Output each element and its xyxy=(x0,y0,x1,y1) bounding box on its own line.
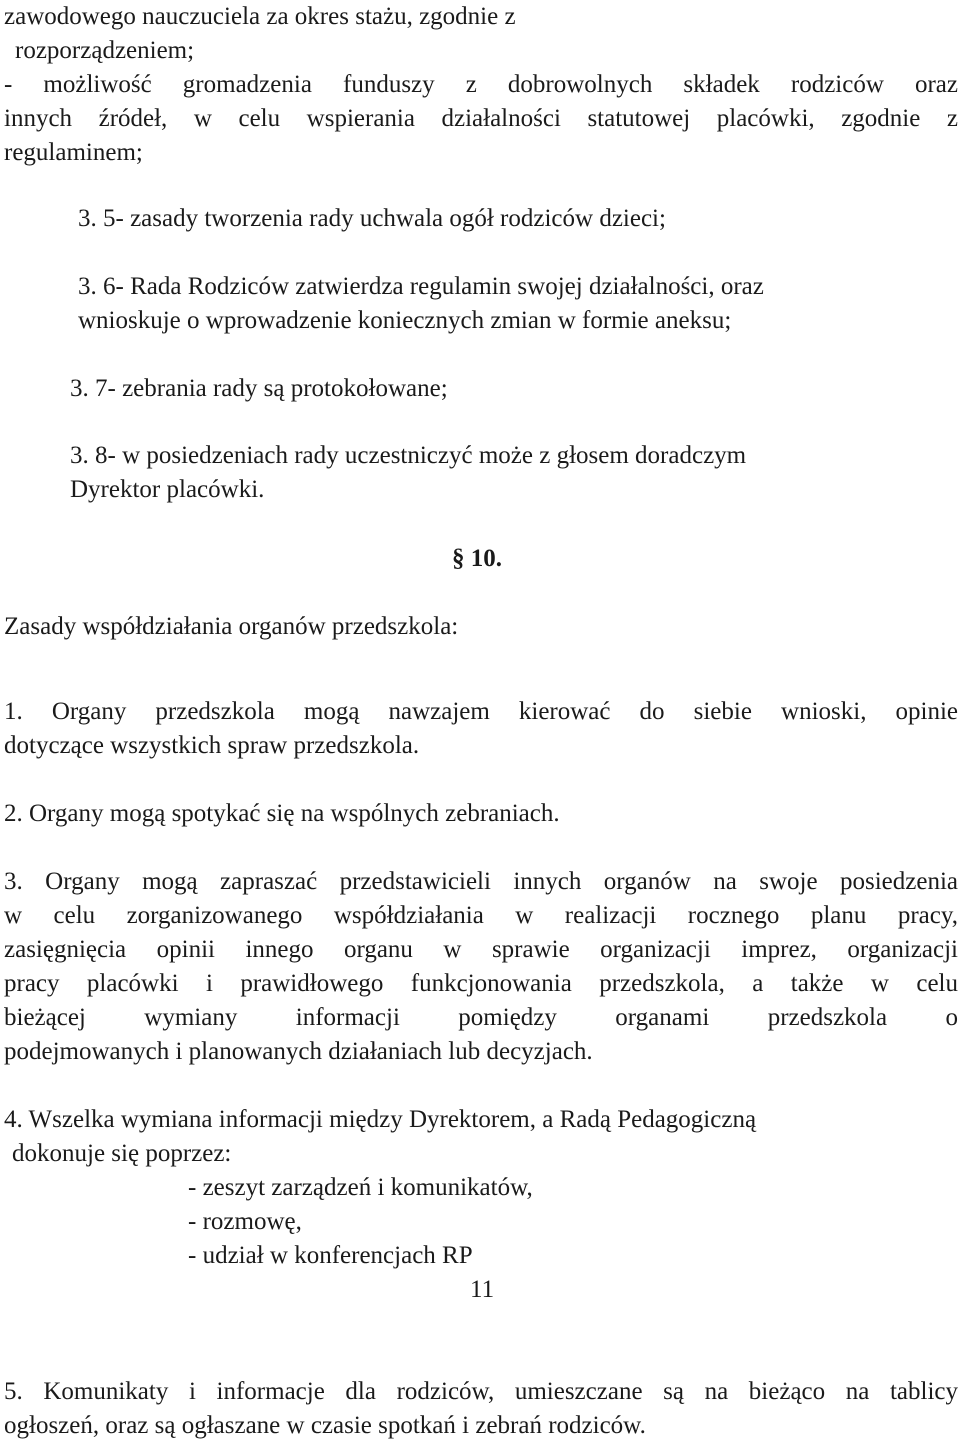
list-item: 3. 5- zasady tworzenia rady uchwala ogół rodziców dzieci; xyxy=(78,205,666,232)
section-heading: § 10. xyxy=(452,545,502,572)
text-line-justified: innych źródeł, w celu wspierania działalności statutowej placówki, zgodnie z xyxy=(4,105,958,132)
paragraph-line-justified: zasięgnięcia opinii innego organu w sprawie organizacji imprez, organizacji xyxy=(4,936,958,963)
paragraph-line-justified: 3. Organy mogą zapraszać przedstawicieli innych organów na swoje posiedzenia xyxy=(4,868,958,895)
text-line-justified: - możliwość gromadzenia funduszy z dobrowolnych składek rodziców oraz xyxy=(4,71,958,98)
list-item: 3. 7- zebrania rady są protokołowane; xyxy=(70,375,448,402)
list-item: 3. 8- w posiedzeniach rady uczestniczyć może z głosem doradczym xyxy=(70,442,747,469)
paragraph-line-justified: w celu zorganizowanego współdziałania w realizacji rocznego planu pracy, xyxy=(4,902,958,929)
paragraph-line-justified: 1. Organy przedszkola mogą nawzajem kierować do siebie wnioski, opinie xyxy=(4,698,958,725)
paragraph-line-justified: pracy placówki i prawidłowego funkcjonowania przedszkola, a także w celu xyxy=(4,970,958,997)
bullet-item: - rozmowę, xyxy=(188,1208,302,1235)
bullet-item: - udział w konferencjach RP xyxy=(188,1242,473,1269)
bullet-item: - zeszyt zarządzeń i komunikatów, xyxy=(188,1174,533,1201)
text-line: zawodowego nauczuciela za okres stażu, zgodnie z xyxy=(4,3,516,30)
page-number: 11 xyxy=(470,1276,495,1303)
text-line: rozporządzeniem; xyxy=(15,37,195,64)
paragraph-line: dokonuje się poprzez: xyxy=(12,1140,232,1167)
paragraph-line-justified: 5. Komunikaty i informacje dla rodziców, umieszczane są na bieżąco na tablicy xyxy=(4,1378,958,1405)
text-line: regulaminem; xyxy=(4,139,143,166)
section-title: Zasady współdziałania organów przedszkola: xyxy=(4,613,459,640)
list-item: 3. 6- Rada Rodziców zatwierdza regulamin swojej działalności, oraz xyxy=(78,273,764,300)
paragraph-line: ogłoszeń, oraz są ogłaszane w czasie spotkań i zebrań rodziców. xyxy=(4,1412,646,1439)
list-item-continuation: wnioskuje o wprowadzenie koniecznych zmian w formie aneksu; xyxy=(78,307,732,334)
paragraph-line: dotyczące wszystkich spraw przedszkola. xyxy=(4,732,420,759)
paragraph-line-justified: bieżącej wymiany informacji pomiędzy organami przedszkola o xyxy=(4,1004,958,1031)
paragraph-line: 4. Wszelka wymiana informacji między Dyrektorem, a Radą Pedagogiczną xyxy=(4,1106,757,1133)
paragraph-line: podejmowanych i planowanych działaniach lub decyzjach. xyxy=(4,1038,593,1065)
paragraph-line: 2. Organy mogą spotykać się na wspólnych zebraniach. xyxy=(4,800,560,827)
list-item-continuation: Dyrektor placówki. xyxy=(70,476,265,503)
